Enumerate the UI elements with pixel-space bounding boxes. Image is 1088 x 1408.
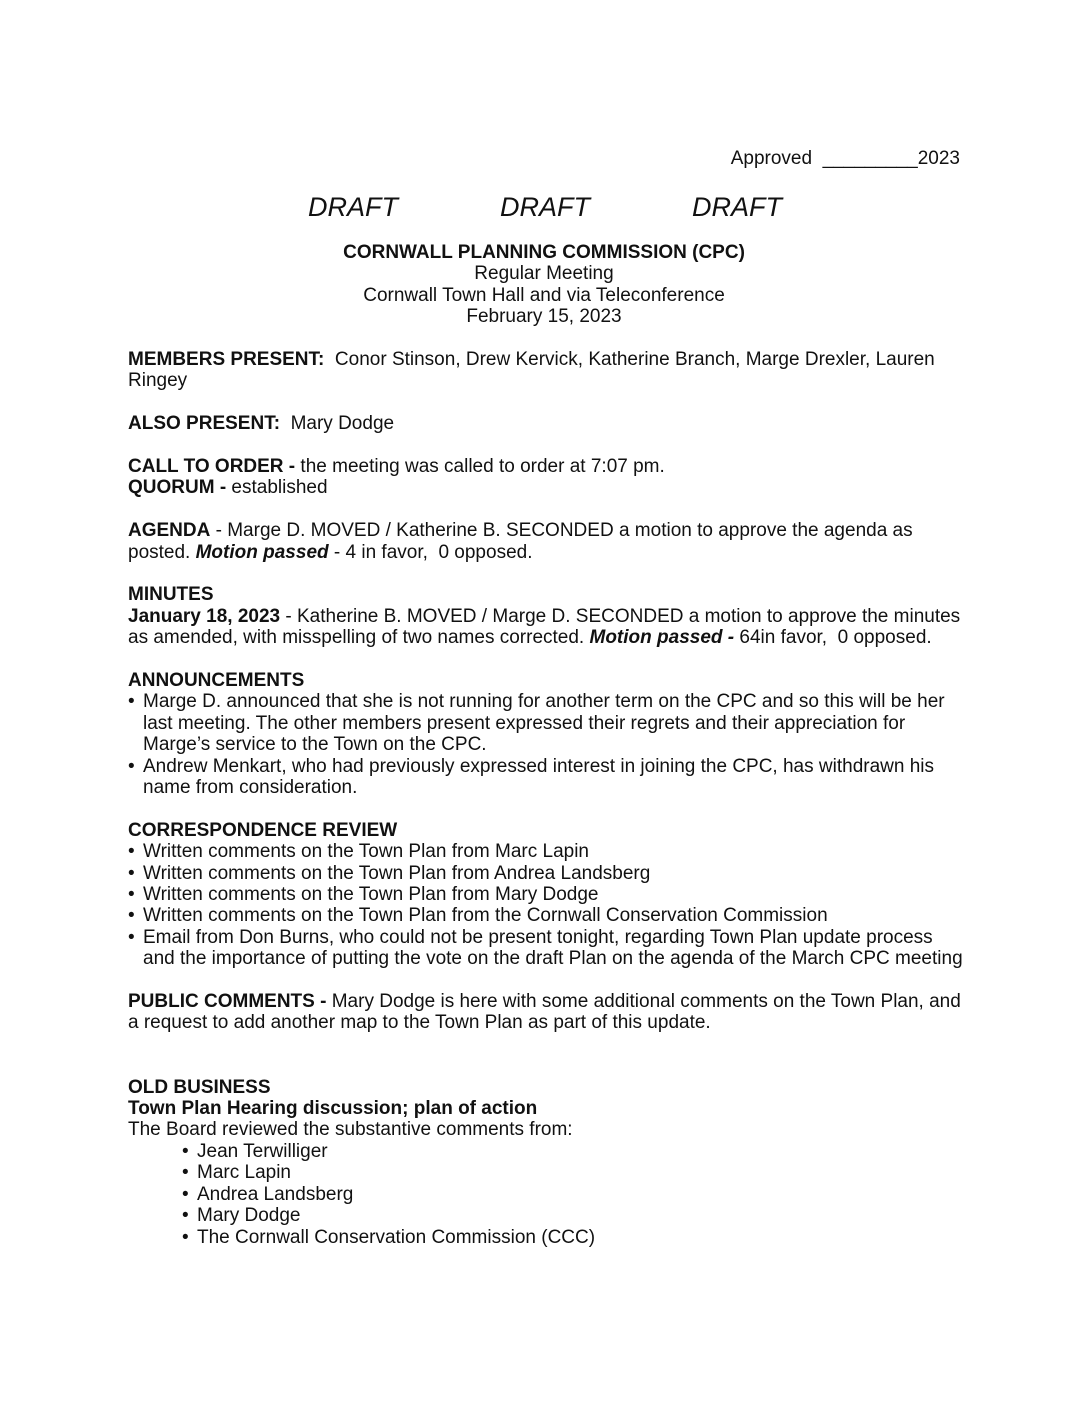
list-item: • Written comments on the Town Plan from Andrea Landsberg (128, 863, 968, 884)
old-business-subheading: Town Plan Hearing discussion; plan of action (128, 1098, 538, 1120)
call-to-order-text: the meeting was called to order at 7:07 pm. (295, 456, 665, 477)
correspondence-list (128, 841, 968, 969)
list-item: • Written comments on the Town Plan from the Cornwall Conservation Commission (128, 905, 968, 926)
commenters-list (128, 1141, 968, 1248)
quorum-label: QUORUM - (128, 477, 227, 499)
approved-line: Approved _________2023 (730, 148, 960, 169)
public-comments-text: Mary Dodge is here with some additional comments on the Town Plan, and a request to add another map to the Town Plan as part of this update. (128, 991, 961, 1034)
draft-mark: DRAFT (500, 192, 590, 222)
agenda-motion-label: Motion passed (195, 541, 329, 563)
list-item: • Written comments on the Town Plan from Mary Dodge (128, 884, 968, 905)
minutes-date-label: January 18, 2023 (128, 605, 281, 627)
call-to-order-label: CALL TO ORDER - (128, 456, 296, 477)
call-to-order-section (128, 456, 968, 499)
correspondence-section (128, 820, 968, 970)
meeting-type: Regular Meeting (474, 263, 614, 285)
list-item: • Jean Terwilliger (128, 1141, 968, 1162)
meeting-date: February 15, 2023 (466, 306, 622, 328)
meeting-location: Cornwall Town Hall and via Teleconference (363, 284, 725, 306)
announcements-list (128, 691, 968, 798)
draft-watermarks (0, 192, 1088, 224)
commission-title: CORNWALL PLANNING COMMISSION (CPC) (343, 242, 745, 263)
list-item: • Email from Don Burns, who could not be present tonight, regarding Town Plan update process and the importance of putting the vote on the draft Plan on the agenda of the March CPC meeting (128, 927, 968, 970)
agenda-text: - Marge D. MOVED / Katherine B. SECONDED a motion to approve the agenda as posted. (128, 520, 913, 563)
list-item: • Written comments on the Town Plan from Marc Lapin (128, 841, 968, 862)
minutes-heading: MINUTES (128, 584, 214, 606)
call-to-order-line (128, 456, 968, 477)
members-present-text: Conor Stinson, Drew Kervick, Katherine Branch, Marge Drexler, Lauren Ringey (128, 349, 941, 392)
members-present-section (128, 349, 968, 392)
agenda-section (128, 520, 968, 563)
list-item: • Marge D. announced that she is not running for another term on the CPC and so this will be her last meeting. The other members present expressed their regrets and their appreciation for Marge’s service to the Town on the CPC. (128, 691, 968, 755)
minutes-motion (128, 606, 968, 649)
minutes-result: 64in favor, 0 opposed. (734, 627, 932, 649)
quorum-line (128, 477, 968, 498)
also-present-text: Mary Dodge (280, 413, 395, 435)
old-business-intro: The Board reviewed the substantive comments from: (128, 1119, 573, 1141)
old-business-section (128, 1077, 968, 1248)
minutes-motion-label: Motion passed - (589, 627, 735, 649)
also-present-section (128, 413, 968, 434)
list-item: • The Cornwall Conservation Commission (CCC) (128, 1227, 968, 1248)
list-item: • Andrew Menkart, who had previously expressed interest in joining the CPC, has withdrawn his name from consideration. (128, 756, 968, 799)
draft-mark: DRAFT (308, 192, 398, 222)
meeting-header (0, 242, 1088, 328)
minutes-body (128, 349, 968, 1248)
list-item: • Andrea Landsberg (128, 1184, 968, 1205)
public-comments-section (128, 991, 968, 1034)
list-item: • Mary Dodge (128, 1205, 968, 1226)
members-present-label: MEMBERS PRESENT: (128, 349, 325, 370)
public-comments-label: PUBLIC COMMENTS - (128, 991, 327, 1013)
announcements-section (128, 670, 968, 798)
section-spacer (128, 1055, 968, 1076)
minutes-section (128, 584, 968, 648)
draft-mark: DRAFT (692, 192, 782, 222)
agenda-result: - 4 in favor, 0 opposed. (328, 541, 533, 563)
quorum-text: established (226, 477, 328, 499)
also-present-label: ALSO PRESENT: (128, 413, 281, 435)
announcements-heading: ANNOUNCEMENTS (128, 670, 305, 692)
list-item: • Marc Lapin (128, 1162, 968, 1183)
minutes-text: - Katherine B. MOVED / Marge D. SECONDED a motion to approve the minutes as amended, with misspelling of two names corrected. (128, 605, 961, 649)
correspondence-heading: CORRESPONDENCE REVIEW (128, 819, 398, 841)
old-business-heading: OLD BUSINESS (128, 1076, 271, 1098)
agenda-label: AGENDA (128, 520, 211, 542)
